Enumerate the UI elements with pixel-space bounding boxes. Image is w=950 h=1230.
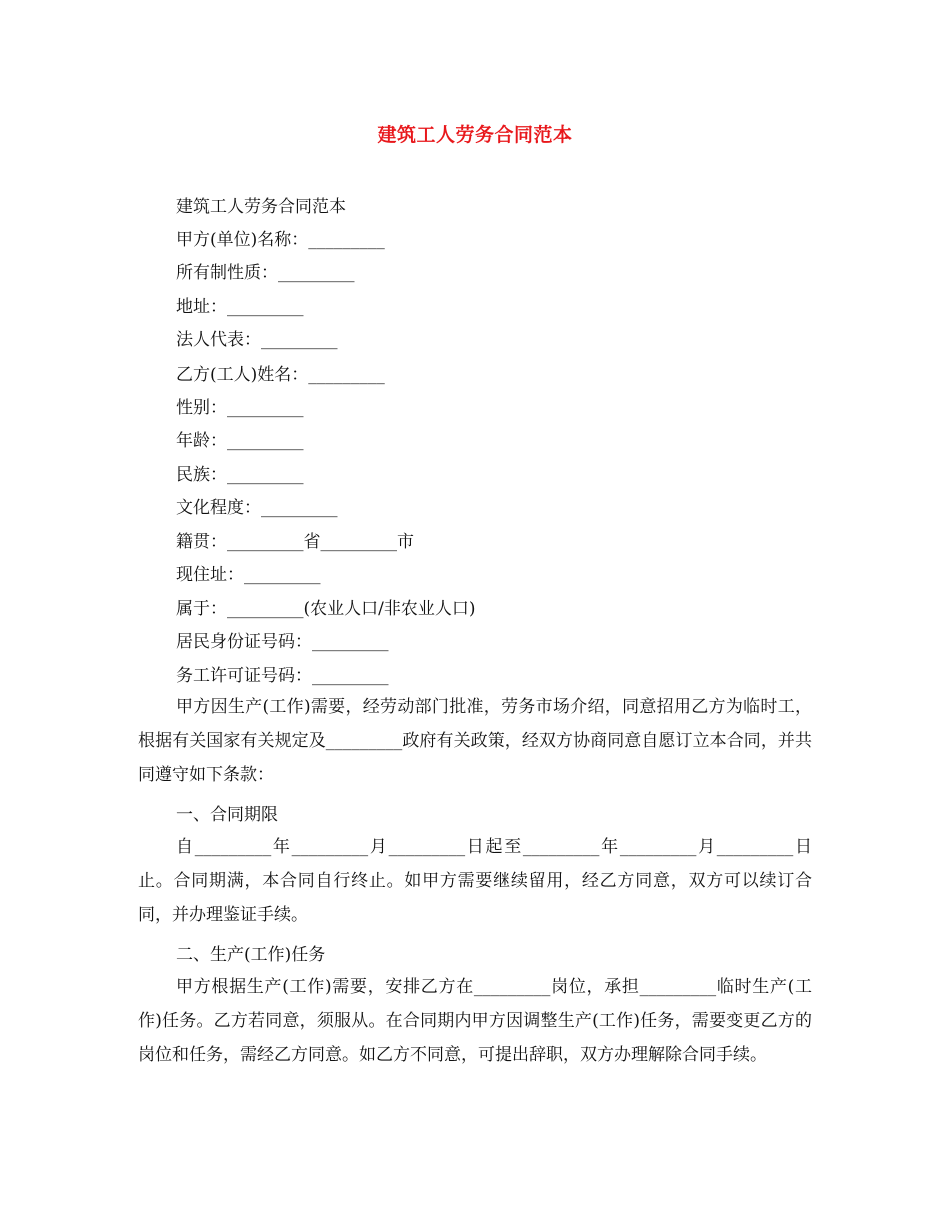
household-type-field: 属于：_________(农业人口/非农业人口) <box>176 599 476 619</box>
section-2-body: 甲方根据生产(工作)需要，安排乙方在_________岗位，承担_________临时生产(工作)任务。乙方若同意，须服从。在合同期内甲方因调整生产(工作)任务，需要变更乙方的岗位和任务，需经乙方同意。如乙方不同意，可提出辞职，双方办理解除合同手续。 <box>138 977 812 1065</box>
section-2-heading: 二、生产(工作)任务 <box>176 945 326 965</box>
party-a-name-field: 甲方(单位)名称：_________ <box>176 230 385 250</box>
ownership-field: 所有制性质：_________ <box>176 263 355 283</box>
gender-field: 性别：_________ <box>176 398 304 418</box>
education-field: 文化程度：_________ <box>176 498 338 518</box>
subtitle-line: 建筑工人劳务合同范本 <box>176 197 346 217</box>
ethnicity-field: 民族：_________ <box>176 465 304 485</box>
id-number-field: 居民身份证号码：_________ <box>176 632 389 652</box>
address-field: 地址：_________ <box>176 297 304 317</box>
section-1-body: 自_________年_________月_________日起至_________年_________月_________日止。合同期满，本合同自行终止。如甲方需要继续留用，经乙方同意，双方可以续订合同，并办理鉴证手续。 <box>138 837 812 925</box>
intro-paragraph: 甲方因生产(工作)需要，经劳动部门批准，劳务市场介绍，同意招用乙方为临时工，根据有关国家有关规定及_________政府有关政策，经双方协商同意自愿订立本合同，并共同遵守如下条款： <box>138 697 812 785</box>
section-1-heading: 一、合同期限 <box>176 805 278 825</box>
native-place-field: 籍贯：_________省_________市 <box>176 532 414 552</box>
legal-representative-field: 法人代表：_________ <box>176 330 338 350</box>
document-title: 建筑工人劳务合同范本 <box>377 124 573 146</box>
work-permit-field: 务工许可证号码：_________ <box>176 666 389 686</box>
current-address-field: 现住址：_________ <box>176 565 321 585</box>
age-field: 年龄：_________ <box>176 431 304 451</box>
party-b-name-field: 乙方(工人)姓名：_________ <box>176 365 385 385</box>
